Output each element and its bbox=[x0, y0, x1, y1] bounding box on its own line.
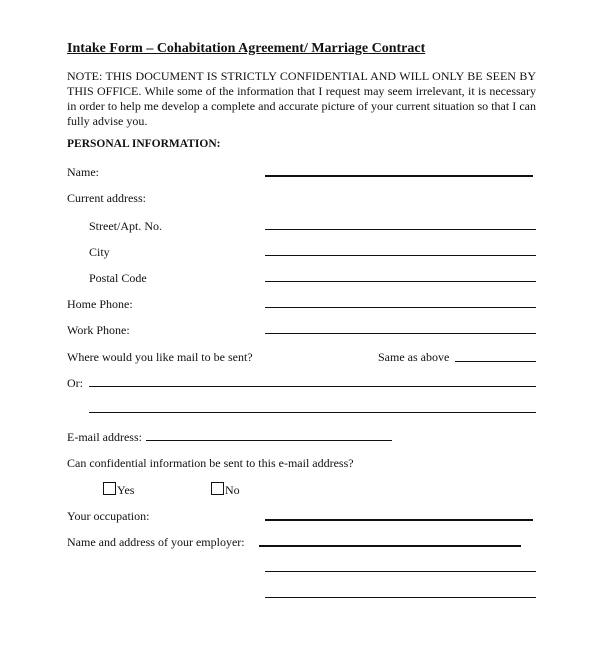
yes-option[interactable] bbox=[103, 482, 134, 498]
email-field-line[interactable] bbox=[146, 440, 392, 441]
city-label: City bbox=[89, 245, 110, 259]
employer-field-line-3[interactable] bbox=[265, 597, 536, 598]
employer-field-line-2[interactable] bbox=[265, 571, 536, 572]
employer-field-line-1[interactable] bbox=[259, 545, 521, 547]
alternate-address-line-1[interactable] bbox=[89, 386, 536, 387]
same-as-above-label: Same as above bbox=[378, 350, 450, 364]
confidentiality-note: NOTE: THIS DOCUMENT IS STRICTLY CONFIDENTIAL AND WILL ONLY BE SEEN BY THIS OFFICE. While some of the information that I request may seem irrelevant, it is necessary in order to help me develop a complete and accurate picture of your current situation so that I can fully advise you. bbox=[67, 69, 536, 128]
work-phone-label: Work Phone: bbox=[67, 323, 130, 337]
work-phone-field-line[interactable] bbox=[265, 333, 536, 334]
alternate-address-line-2[interactable] bbox=[89, 412, 536, 413]
occupation-label: Your occupation: bbox=[67, 509, 150, 523]
home-phone-field-line[interactable] bbox=[265, 307, 536, 308]
name-label: Name: bbox=[67, 165, 99, 179]
no-label: No bbox=[225, 483, 240, 497]
occupation-field-line[interactable] bbox=[265, 519, 533, 521]
current-address-label: Current address: bbox=[67, 191, 146, 205]
home-phone-label: Home Phone: bbox=[67, 297, 133, 311]
yes-label: Yes bbox=[117, 483, 135, 497]
employer-label: Name and address of your employer: bbox=[67, 535, 245, 549]
same-as-above-field-line[interactable] bbox=[455, 361, 536, 362]
postal-code-label: Postal Code bbox=[89, 271, 147, 285]
form-title: Intake Form – Cohabitation Agreement/ Marriage Contract bbox=[67, 41, 426, 56]
email-label: E-mail address: bbox=[67, 430, 142, 444]
email-confidential-question: Can confidential information be sent to this e-mail address? bbox=[67, 456, 354, 470]
no-option[interactable] bbox=[211, 482, 240, 498]
postal-code-field-line[interactable] bbox=[265, 281, 536, 282]
street-field-line[interactable] bbox=[265, 229, 536, 230]
section-heading-personal-information: PERSONAL INFORMATION: bbox=[67, 138, 221, 150]
no-checkbox[interactable] bbox=[211, 482, 224, 495]
or-label: Or: bbox=[67, 376, 83, 390]
mail-question-label: Where would you like mail to be sent? bbox=[67, 350, 253, 364]
name-field-line[interactable] bbox=[265, 175, 533, 177]
street-label: Street/Apt. No. bbox=[89, 219, 162, 233]
city-field-line[interactable] bbox=[265, 255, 536, 256]
yes-checkbox[interactable] bbox=[103, 482, 116, 495]
